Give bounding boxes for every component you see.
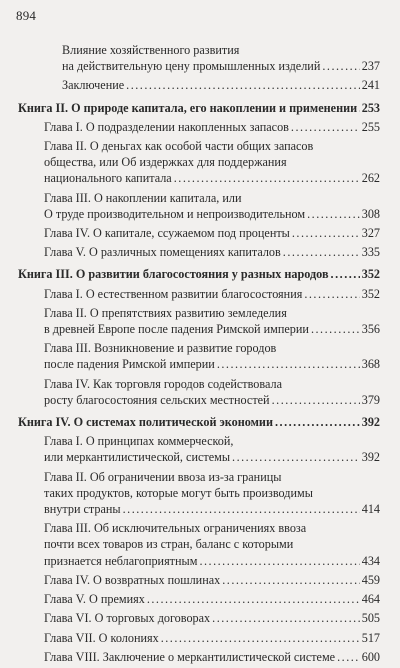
toc-chapter-entry[interactable]: [18, 286, 380, 302]
dot-leader: [359, 100, 360, 116]
dot-leader: [331, 266, 360, 282]
toc-entry-line: Глава V. О различных помещениях капиталов: [44, 245, 281, 260]
toc-entry-row: [44, 119, 380, 135]
toc-entry-line: Заключение: [62, 78, 125, 93]
dot-leader: [292, 225, 360, 241]
toc-entry-row: [44, 170, 380, 186]
toc-entry-row: [44, 206, 380, 222]
dot-leader: [232, 449, 360, 465]
toc-entry-line: таких продуктов, которые могут быть производимы: [44, 485, 313, 500]
toc-entry-line: Глава III. О накоплении капитала, или: [44, 190, 242, 205]
toc-chapter-entry[interactable]: [18, 225, 380, 241]
dot-leader: [212, 610, 360, 626]
dot-leader: [307, 206, 360, 222]
toc-entry-row: [44, 244, 380, 260]
toc-chapter-entry[interactable]: [18, 119, 380, 135]
toc-chapter-entry[interactable]: [18, 244, 380, 260]
dot-leader: [126, 77, 360, 93]
toc-chapter-entry[interactable]: [18, 630, 380, 646]
toc-entry-line: на действительную цену промышленных изделий: [62, 59, 321, 74]
dot-leader: [291, 119, 360, 135]
dot-leader: [272, 392, 360, 408]
toc-book-entry[interactable]: [18, 266, 380, 282]
toc-page-number: 517: [361, 630, 380, 645]
toc-entry-row: [18, 414, 380, 430]
dot-leader: [161, 630, 360, 646]
toc-entry-line: Глава VIII. Заключение о меркантилистической системе: [44, 649, 336, 664]
dot-leader: [222, 572, 359, 588]
toc-entry-row: [44, 392, 380, 408]
toc-entry-line: Глава I. О принципах коммерческой,: [44, 434, 234, 449]
toc-page-number: 600: [361, 649, 380, 664]
toc-page-number: 434: [361, 553, 380, 568]
toc-page-number: 392: [361, 415, 380, 430]
toc-chapter-entry[interactable]: [18, 305, 380, 337]
dot-leader: [275, 414, 360, 430]
toc-page-number: 308: [361, 206, 380, 221]
toc-chapter-entry[interactable]: [18, 42, 380, 74]
dot-leader: [311, 321, 360, 337]
toc-entry-line: внутри страны: [44, 502, 121, 517]
toc-entry-row: [44, 610, 380, 626]
toc-entry-line: Книга IV. О системах политической экономии: [18, 415, 273, 430]
toc-entry-line: Глава IV. Как торговля городов содействовала: [44, 376, 282, 391]
toc-entry-line: О труде производительном и непроизводительном: [44, 206, 306, 221]
toc-page-number: 414: [361, 502, 380, 517]
toc-chapter-entry[interactable]: [18, 190, 380, 222]
toc-entry-line: Глава IV. О возвратных пошлинах: [44, 572, 221, 587]
toc-page-number: 327: [361, 226, 380, 241]
toc-entry-row: [44, 356, 380, 372]
dot-leader: [199, 553, 359, 569]
toc-entry-row: [62, 58, 380, 74]
toc-entry-row: [44, 553, 380, 569]
toc-entry-line: Глава II. Об ограничении ввоза из-за границы: [44, 469, 282, 484]
toc-page-number: 237: [361, 59, 380, 74]
toc-chapter-entry[interactable]: [18, 77, 380, 93]
toc-chapter-entry[interactable]: [18, 520, 380, 569]
toc-entry-line: Глава IV. О капитале, ссужаемом под проценты: [44, 226, 290, 241]
toc-chapter-entry[interactable]: [18, 610, 380, 626]
toc-chapter-entry[interactable]: [18, 591, 380, 607]
toc-entry-row: [62, 77, 380, 93]
toc-entry-line: общества, или Об издержках для поддержания: [44, 155, 287, 170]
toc-page-number: 241: [361, 78, 380, 93]
toc-entry-line: росту благосостояния сельских местностей: [44, 392, 270, 407]
toc-page-number: 262: [361, 171, 380, 186]
toc-entry-row: [18, 100, 380, 116]
toc-chapter-entry[interactable]: [18, 376, 380, 408]
toc-entry-row: [44, 649, 380, 665]
toc-book-entry[interactable]: [18, 414, 380, 430]
toc-chapter-entry[interactable]: [18, 649, 380, 665]
toc-entry-line: Глава I. О естественном развитии благосостояния: [44, 286, 303, 301]
toc-chapter-entry[interactable]: [18, 572, 380, 588]
toc-book-entry[interactable]: [18, 100, 380, 116]
toc-page-number: 459: [361, 572, 380, 587]
dot-leader: [337, 649, 360, 665]
toc-entry-row: [44, 321, 380, 337]
toc-entry-line: Глава III. Об исключительных ограничениях ввоза: [44, 521, 307, 536]
toc-entry-row: [44, 630, 380, 646]
toc-entry-line: почти всех товаров из стран, баланс с которыми: [44, 537, 294, 552]
toc-entry-line: Глава III. Возникновение и развитие городов: [44, 341, 277, 356]
toc-entry-row: [44, 501, 380, 517]
toc-entry-line: Глава VI. О торговых договорах: [44, 611, 211, 626]
dot-leader: [283, 244, 360, 260]
dot-leader: [217, 356, 360, 372]
toc-page-number: 352: [361, 286, 380, 301]
toc-chapter-entry[interactable]: [18, 433, 380, 465]
table-of-contents: [18, 42, 380, 668]
toc-entry-line: признается неблагоприятным: [44, 553, 198, 568]
dot-leader: [322, 58, 359, 74]
toc-entry-line: после падения Римской империи: [44, 357, 215, 372]
toc-entry-line: в древней Европе после падения Римской империи: [44, 322, 309, 337]
toc-chapter-entry[interactable]: [18, 340, 380, 372]
toc-page-number: 368: [361, 357, 380, 372]
toc-entry-line: национального капитала: [44, 171, 172, 186]
toc-entry-line: Глава II. О препятствиях развитию земледелия: [44, 305, 287, 320]
toc-entry-row: [18, 266, 380, 282]
toc-entry-line: или меркантилистической, системы: [44, 450, 231, 465]
toc-entry-line: Глава I. О подразделении накопленных запасов: [44, 119, 289, 134]
toc-entry-line: Глава VII. О колониях: [44, 630, 159, 645]
toc-chapter-entry[interactable]: [18, 469, 380, 518]
dot-leader: [304, 286, 359, 302]
toc-entry-line: Влияние хозяйственного развития: [62, 43, 240, 57]
toc-page-number: 464: [361, 592, 380, 607]
toc-page-number: 379: [361, 392, 380, 407]
toc-entry-line: Глава II. О деньгах как особой части общих запасов: [44, 139, 314, 154]
toc-entry-line: Книга III. О развитии благосостояния у разных народов: [18, 267, 329, 282]
toc-entry-row: [44, 225, 380, 241]
dot-leader: [174, 170, 360, 186]
toc-page-number: 335: [361, 245, 380, 260]
toc-entry-row: [44, 591, 380, 607]
toc-entry-line: Глава V. О премиях: [44, 592, 145, 607]
toc-entry-row: [44, 286, 380, 302]
toc-page-number: 253: [361, 100, 380, 115]
dot-leader: [123, 501, 360, 517]
dot-leader: [147, 591, 360, 607]
toc-page-number: 352: [361, 267, 380, 282]
toc-entry-row: [44, 572, 380, 588]
toc-page-number: 255: [361, 119, 380, 134]
toc-page-number: 392: [361, 450, 380, 465]
toc-entry-line: Книга II. О природе капитала, его накоплении и применении: [18, 100, 358, 115]
toc-page-number: 356: [361, 322, 380, 337]
toc-page-number: 505: [361, 611, 380, 626]
toc-chapter-entry[interactable]: [18, 138, 380, 187]
toc-entry-row: [44, 449, 380, 465]
page-number: 894: [16, 8, 37, 23]
